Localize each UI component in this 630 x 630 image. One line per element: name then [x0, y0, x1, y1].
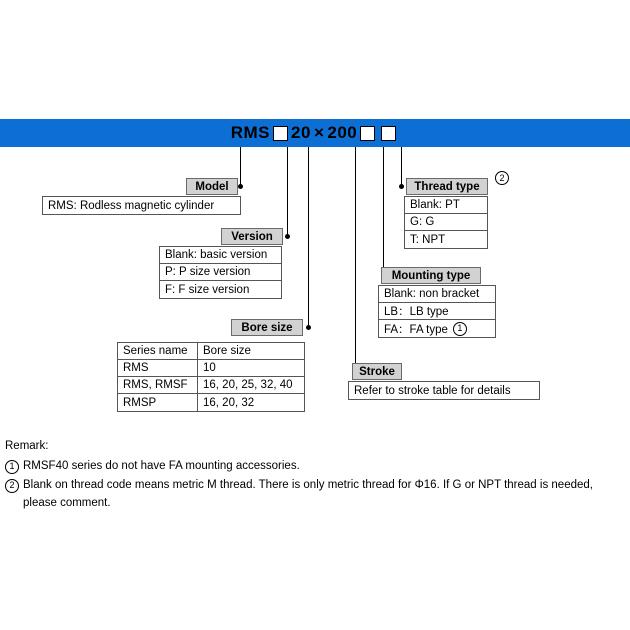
- thread-type-label-0: Blank: PT: [410, 199, 460, 211]
- bore-table-header-series: Series name: [118, 343, 198, 359]
- thread-type-box: [404, 196, 488, 249]
- remark-continuation: please comment.: [23, 497, 111, 510]
- version-row: [160, 281, 281, 298]
- remark-title: Remark:: [5, 440, 49, 452]
- model-row: [43, 197, 240, 214]
- remark-marker-2: 2: [5, 479, 19, 493]
- thread-type-row: [405, 231, 487, 248]
- leader-line-bore: [308, 147, 309, 327]
- bore-table-series-2: RMSP: [118, 394, 198, 411]
- bore-table-series-1: RMS, RMSF: [118, 377, 198, 393]
- bore-table-series-0: RMS: [118, 360, 198, 376]
- model-box: [42, 196, 241, 215]
- leader-dot-bore: [306, 325, 311, 330]
- stroke-box: [348, 381, 540, 400]
- leader-dot-model: [238, 184, 243, 189]
- code-stroke: 200: [327, 123, 358, 142]
- mounting-type-header-label: Mounting type: [391, 269, 471, 282]
- leader-line-model: [240, 147, 241, 187]
- thread-type-header-label: Thread type: [414, 180, 480, 193]
- table-row: [118, 377, 304, 394]
- leader-dot-version: [285, 234, 290, 239]
- version-row: [160, 247, 281, 264]
- footnote-marker-1: 1: [453, 322, 467, 336]
- stroke-header: [352, 363, 402, 380]
- mounting-type-box: [378, 285, 496, 338]
- remark-block: [5, 438, 625, 513]
- thread-type-label-2: T: NPT: [410, 233, 446, 246]
- mounting-type-row: [379, 320, 495, 337]
- code-bore: 20: [291, 123, 311, 142]
- version-header-label: Version: [231, 230, 273, 243]
- mounting-type-row: [379, 303, 495, 320]
- mounting-type-row: [379, 286, 495, 303]
- remark-text-1: RMSF40 series do not have FA mounting accessories.: [23, 459, 300, 472]
- code-thread-box: [381, 126, 396, 141]
- code-mounting-box: [360, 126, 375, 141]
- code-times: ×: [313, 123, 325, 142]
- leader-line-stroke: [355, 147, 356, 365]
- mounting-type-label-0: Blank: non bracket: [384, 288, 480, 300]
- leader-line-thread: [401, 147, 402, 187]
- bore-size-header: [231, 319, 303, 336]
- leader-line-mounting: [383, 147, 384, 275]
- stroke-header-label: Stroke: [359, 365, 395, 378]
- model-row-label: RMS: Rodless magnetic cylinder: [48, 199, 215, 212]
- version-row-label-1: P: P size version: [165, 266, 251, 278]
- remark-item: [5, 458, 625, 476]
- mounting-type-label-2: FA：FA type: [384, 323, 448, 336]
- leader-line-version: [287, 147, 288, 237]
- model-header-label: Model: [195, 180, 229, 193]
- mounting-type-header: [381, 267, 481, 284]
- bore-table-bore-2: 16, 20, 32: [203, 396, 255, 409]
- thread-type-row: [405, 214, 487, 231]
- mounting-type-label-1: LB：LB type: [384, 306, 449, 318]
- stroke-row-label: Refer to stroke table for details: [354, 384, 511, 397]
- bore-size-table: [117, 342, 305, 412]
- table-row: [118, 360, 304, 377]
- footnote-marker-2: 2: [495, 171, 509, 185]
- model-code: [0, 119, 630, 147]
- code-version-box: [273, 126, 288, 141]
- thread-type-row: [405, 197, 487, 214]
- remark-marker-1: 1: [5, 460, 19, 474]
- stroke-row: [349, 382, 539, 399]
- version-row-label-0: Blank: basic version: [165, 249, 268, 261]
- remark-text-2: Blank on thread code means metric M thread. There is only metric thread for Φ16. If G or NPT thread is needed,: [23, 478, 593, 491]
- table-row: [118, 343, 304, 360]
- version-row-label-2: F: F size version: [165, 283, 250, 296]
- version-header: [221, 228, 283, 245]
- version-row: [160, 264, 281, 281]
- thread-type-label-1: G: G: [410, 216, 435, 228]
- bore-table-header-bore: Bore size: [203, 345, 251, 357]
- bore-size-header-label: Bore size: [241, 321, 293, 334]
- bore-table-bore-0: 10: [203, 362, 216, 374]
- version-box: [159, 246, 282, 299]
- thread-type-header: [406, 178, 488, 195]
- leader-dot-thread: [399, 184, 404, 189]
- model-header: [186, 178, 238, 195]
- table-row: [118, 394, 304, 411]
- remark-item: [5, 477, 625, 495]
- bore-table-bore-1: 16, 20, 25, 32, 40: [203, 379, 293, 391]
- code-prefix: RMS: [230, 123, 271, 142]
